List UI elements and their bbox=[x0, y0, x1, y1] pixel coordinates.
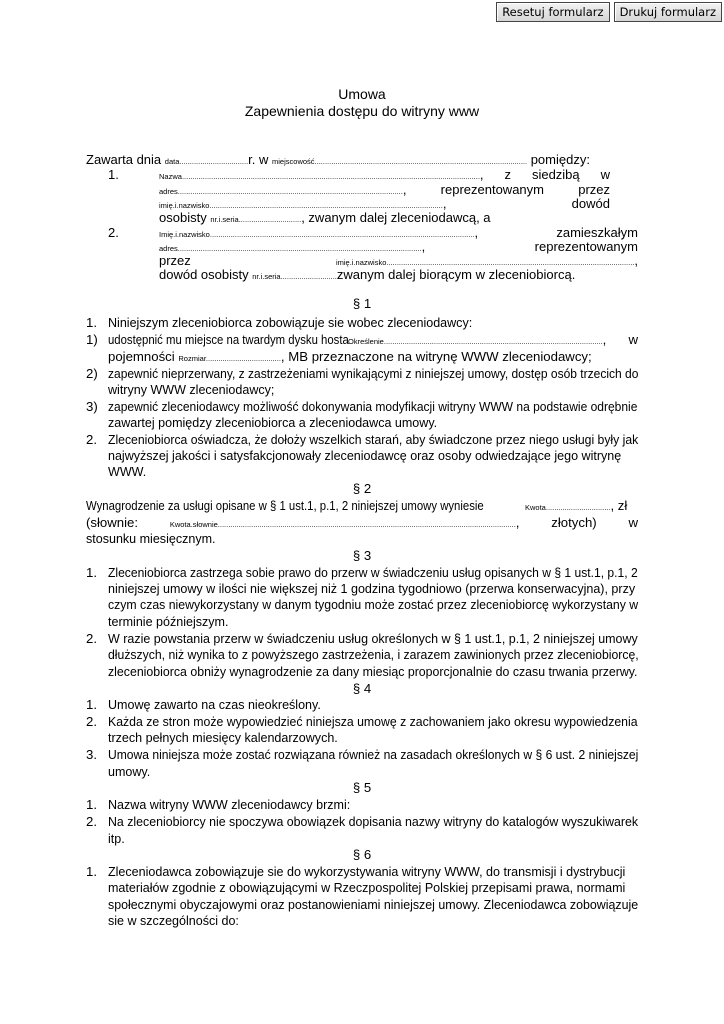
party2-id-hint: nr.i.seria bbox=[252, 272, 281, 281]
party2-zwanym: zwanym dalej biorącym w zleceniobiorcą. bbox=[336, 267, 576, 282]
s6-p1-line4: sie w szczególności do: bbox=[108, 913, 239, 928]
intro-pomiedzy: pomiędzy: bbox=[530, 152, 590, 167]
document-subtitle: Zapewnienia dostępu do witryny www bbox=[244, 103, 480, 119]
s1-p1-number: 1. bbox=[86, 315, 97, 330]
s4-p1-number: 1. bbox=[86, 697, 97, 712]
s5-p1-number: 1. bbox=[86, 797, 97, 812]
place-field-hint: miejscowość bbox=[272, 157, 315, 166]
s1-item3-number: 3) bbox=[86, 399, 98, 414]
party1-rep-name-hint: imię.i.nazwisko bbox=[159, 201, 210, 210]
party2-przez: przez bbox=[159, 253, 191, 268]
document-title: Umowa bbox=[338, 86, 386, 102]
party2-reprez: , reprezentowanym bbox=[421, 239, 638, 254]
s2-amount bbox=[525, 498, 627, 517]
s5-p2-line2: itp. bbox=[108, 831, 125, 846]
party1-address-field[interactable]: ............................................................................................................ bbox=[177, 187, 403, 196]
s2-line3: stosunku miesięcznym. bbox=[86, 531, 216, 546]
s1-p2-line3: WWW. bbox=[108, 464, 147, 479]
section1-heading: § 1 bbox=[352, 296, 372, 311]
s1-item1-line1 bbox=[108, 332, 638, 351]
s1-size-hint: Rozmiar bbox=[178, 354, 206, 363]
s3-p1-line2: niniejszej umowy w ilości nie większej niż 1 godzina tygodniowo (przerwa konserwacyjna), przy bbox=[108, 581, 636, 596]
party1-osobisty: osobisty bbox=[159, 210, 207, 225]
s1-item3-line2: zawartej pomiędzy zleceniobiorca a zleceniodawca umowy. bbox=[108, 415, 438, 430]
s5-p2-number: 2. bbox=[86, 814, 97, 829]
s3-p2-line2: dłuższych, niż wynika to z powyższego zastrzeżenia, i zarazem zawinionych przez zleceniobiorcę, bbox=[108, 647, 639, 662]
s1-item1-pojemnosci: pojemności bbox=[108, 349, 175, 364]
s4-p2-line1: Każda ze stron może wypowiedzieć niniejsza umowę z zachowaniem jako okresu wypowiedzenia bbox=[108, 714, 638, 729]
section4-heading: § 4 bbox=[352, 681, 372, 696]
section3-heading: § 3 bbox=[352, 548, 372, 563]
s6-p1-line2: materiałów zgodnie z obowiązującymi w Rzeczpospolitej Polskiej przepisami prawa, normami bbox=[108, 880, 626, 895]
s1-item1-end: , w bbox=[602, 332, 638, 347]
s1-p2-number: 2. bbox=[86, 432, 97, 447]
s2-amount-field[interactable]: ............................... bbox=[545, 503, 611, 512]
s6-p1-line1: Zleceniodawca zobowiązuje sie do wykorzystywania witryny WWW, do transmisji i dystrybucji bbox=[108, 864, 626, 879]
party2-name-hint: Imię.i.nazwisko bbox=[159, 230, 210, 239]
s2-slownie: (słownie: bbox=[86, 515, 139, 530]
s1-p2-line2: najwyższej jakości i satysfakcjonowały zleceniodawcę oraz osoby odwiedzające jego witrynę bbox=[108, 448, 622, 463]
s1-item1-mb: , MB przeznaczone na witrynę WWW zleceniodawcy; bbox=[280, 349, 592, 364]
s2-amount-hint: Kwota bbox=[525, 503, 546, 512]
party2-id-field[interactable]: ........................... bbox=[280, 272, 337, 281]
date-field-hint: data bbox=[164, 157, 180, 166]
s1-p2-line1: Zleceniobiorca oświadcza, że dołoży wszelkich starań, aby świadczone przez niego usługi były jak bbox=[108, 432, 639, 447]
s4-p2-number: 2. bbox=[86, 714, 97, 729]
s1-p1-text: Niniejszym zleceniobiorca zobowiązuje sie wobec zleceniodawcy: bbox=[108, 315, 473, 330]
s2-zl: , zł bbox=[610, 498, 628, 513]
s2-line1 bbox=[86, 498, 548, 515]
party2-zamieszkalym: , zamieszkałym bbox=[474, 225, 638, 240]
s2-zlotych: , złotych) w bbox=[515, 515, 638, 530]
party1-name-hint: Nazwa bbox=[159, 172, 182, 181]
party1-dowod: , dowód bbox=[442, 196, 610, 211]
s4-p3-line1: Umowa niniejsza może zostać rozwiązana również na zasadach określonych w § 6 ust. 2 niniejszej bbox=[108, 747, 639, 762]
s3-p2-number: 2. bbox=[86, 631, 97, 646]
s5-p1-text: Nazwa witryny WWW zleceniodawcy brzmi: bbox=[108, 797, 351, 812]
party2-rep-name-hint: imię.i.nazwisko bbox=[335, 258, 387, 267]
s6-p1-line3: społecznymi obyczajowymi oraz postanowieniami niniejszej umowy. Zleceniodawca zobowiązuje bbox=[108, 897, 639, 912]
print-form-button[interactable]: Drukuj formularz bbox=[614, 2, 722, 22]
party1-zwanym: , zwanym dalej zleceniodawcą, a bbox=[301, 210, 491, 225]
s1-host-field[interactable]: ......................................................................................................... bbox=[383, 337, 603, 346]
s1-item1-hint: Określenie bbox=[348, 337, 384, 346]
section6-heading: § 6 bbox=[352, 847, 372, 862]
intro-zawarta: Zawarta dnia bbox=[86, 152, 162, 167]
party1-rep-name-field[interactable]: ................................................................................................................ bbox=[209, 201, 443, 210]
s5-p2-line1: Na zleceniobiorcy nie spoczywa obowiązek dopisania nazwy witryny do katalogów wyszukiwarek bbox=[108, 814, 639, 829]
s3-p1-line1: Zleceniobiorca zastrzega sobie prawo do przerw w świadczeniu usług opisanych w § 1 ust.1, p.1, 2 bbox=[108, 565, 638, 580]
s2-words-hint: Kwota.słownie bbox=[169, 520, 218, 529]
form-toolbar bbox=[496, 2, 722, 22]
s3-p1-number: 1. bbox=[86, 565, 97, 580]
section5-heading: § 5 bbox=[352, 780, 372, 795]
party2-rep-name-field[interactable]: ....................................................................................................................... bbox=[386, 258, 635, 267]
s3-p1-line3: czym czas niewykorzystany w danym tygodniu może zostać przez zleceniobiorcę wykorzystany w bbox=[108, 597, 639, 612]
party1-number: 1. bbox=[108, 167, 119, 182]
party2-name-field[interactable]: ............................................................................................................................... bbox=[209, 230, 475, 239]
s3-p1-line4: terminie późniejszym. bbox=[108, 614, 229, 629]
party2-number: 2. bbox=[108, 225, 119, 240]
party2-line4 bbox=[159, 267, 575, 284]
party2-dowod: dowód osobisty bbox=[159, 267, 249, 282]
s1-item2-line1: zapewnić nieprzerwany, z zastrzeżeniami wynikającymi z niniejszej umowy, dostęp osób trzecich do bbox=[108, 366, 639, 381]
party1-address-hint: adres bbox=[159, 187, 178, 196]
party1-id-hint: nr.i.seria bbox=[210, 215, 239, 224]
s2-text: Wynagrodzenie za usługi opisane w § 1 ust.1, p.1, 2 niniejszej umowy wyniesie bbox=[86, 498, 484, 513]
s1-item1-line2 bbox=[108, 349, 592, 368]
s1-item2-number: 2) bbox=[86, 366, 98, 381]
s1-item2-line2: witryny WWW zleceniodawcy; bbox=[108, 382, 275, 397]
s1-item1-number: 1) bbox=[86, 332, 98, 347]
s1-size-field[interactable]: .................................... bbox=[205, 354, 281, 363]
s4-p3-line2: umowy. bbox=[108, 764, 151, 779]
party1-id-field[interactable]: .............................. bbox=[238, 215, 302, 224]
reset-form-button[interactable]: Resetuj formularz bbox=[496, 2, 609, 22]
s4-p3-number: 3. bbox=[86, 747, 97, 762]
place-field[interactable]: ...................................................................................................... bbox=[314, 157, 528, 166]
s4-p2-line2: trzech pełnych miesięcy kalendarzowych. bbox=[108, 730, 338, 745]
party2-comma: , bbox=[634, 253, 638, 268]
date-field[interactable]: ................................. bbox=[179, 157, 249, 166]
party1-reprez: , reprezentowanym przez bbox=[402, 182, 610, 197]
s1-item3-line1: zapewnić zleceniodawcy możliwość dokonywania modyfikacji witryny WWW na podstawie odrębnie bbox=[108, 399, 638, 414]
party2-address-field[interactable]: ..................................................................................................................... bbox=[177, 244, 422, 253]
s4-p1-text: Umowę zawarto na czas nieokreślony. bbox=[108, 697, 321, 712]
intro-rw: r. w bbox=[248, 152, 269, 167]
party1-name-field[interactable]: ............................................................................................................................................... bbox=[181, 172, 480, 181]
section2-heading: § 2 bbox=[352, 481, 372, 496]
s3-p2-line1: W razie powstania przerw w świadczeniu usług określonych w § 1 ust.1, p.1, 2 niniejszej umowy bbox=[108, 631, 638, 646]
s3-p2-line3: zleceniobiorca obniży wynagrodzenie za dany miesiąc proporcjonalnie do czasu trwania przerwy. bbox=[108, 664, 638, 679]
s2-words-field[interactable]: ............................................................................................................................................... bbox=[217, 520, 516, 529]
s6-p1-number: 1. bbox=[86, 864, 97, 879]
party1-siedziba: , z siedzibą w bbox=[479, 167, 610, 182]
party2-address-hint: adres bbox=[159, 244, 178, 253]
s1-item1-text: udostępnić mu miejsce na twardym dysku hosta bbox=[108, 332, 349, 347]
